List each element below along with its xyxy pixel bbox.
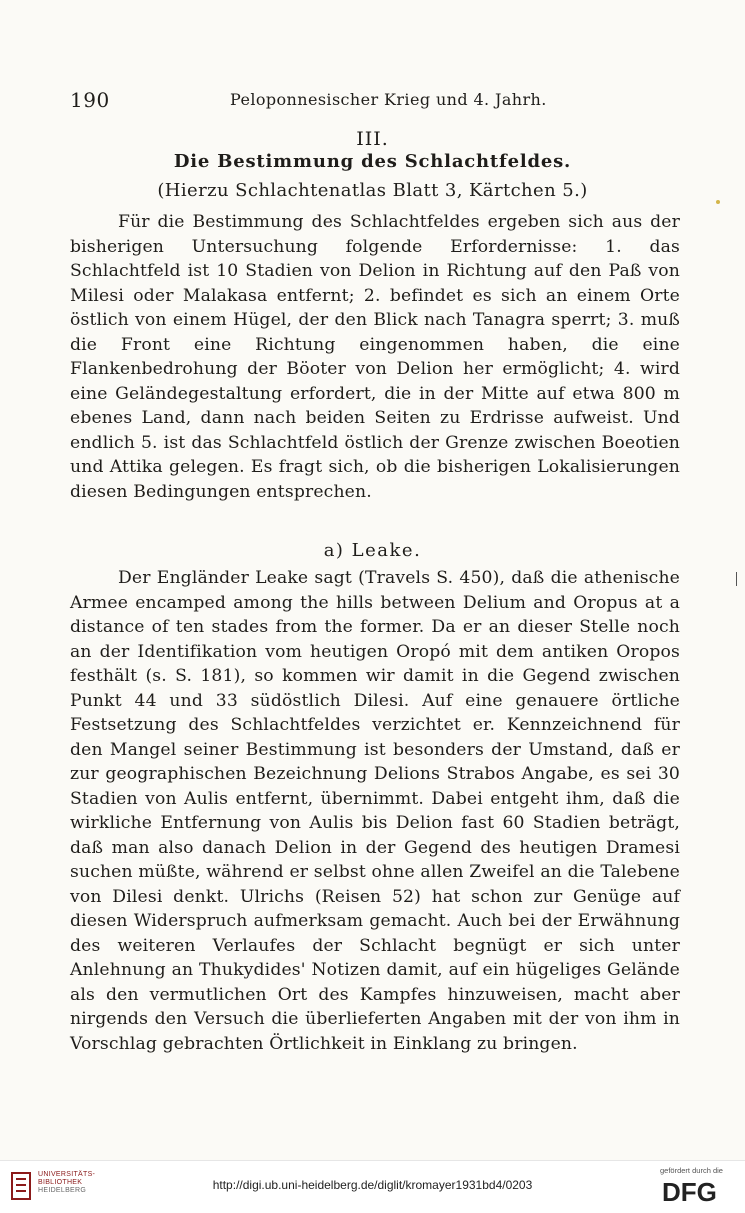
funded-by-label: gefördert durch die [660, 1166, 723, 1175]
paragraph-2: Der Engländer Leake sagt (Travels S. 450), daß die athenische Armee encamped among the hills between Delium and Oropus at a distance of ten stades from the former. Da er an dieser Stelle noch an der Identifikation vom heutigen Oropó mit dem antiken Oropos festhält (s. S. 181), so kommen wir damit in die Gegend zwischen Punkt 44 und 33 südöstlich Dilesi. Auf eine genauere örtliche Festsetzung des Schlachtfeldes verzichtet er. Kennzeichnend für den Mangel seiner Bestimmung ist besonders der Umstand, daß er zur geographischen Bezeichnung Delions Strabos Angabe, es sei 30 Stadien von Aulis entfernt, übernimmt. Dabei entgeht ihm, daß die wirkliche Entfernung von Aulis bis Delion fast 60 Stadien beträgt, daß man also danach Delion in der Gegend des heutigen Dramesi suchen müßte, während er selbst ohne allen Zweifel an die Talebene von Dilesi denkt. Ulrichs (Reisen 52) hat schon zur Genüge auf diesen Widerspruch aufmerksam gemacht. Auch bei der Erwähnung des weiteren Verlaufes der Schlacht begnügt er sich unter Anlehnung an Thukydides' Notizen damit, auf ein hügeliges Gelände als den vermutlichen Ort des Kampfes hinzuweisen, macht aber nirgends den Versuch die überlieferten Angaben mit der von ihm in Vorschlag gebrachten Örtlichkeit in Einklang zu bringen. [70, 568, 680, 1054]
dfg-logo-text: DFG [662, 1177, 717, 1206]
dfg-logo-icon [660, 1176, 736, 1206]
paragraph-1: Für die Bestimmung des Schlachtfeldes ergeben sich aus der bisherigen Untersuchung folgende Erfordernisse: 1. das Schlachtfeld ist 10 Stadien von Delion in Richtung auf den Paß von Milesi oder Malakasa entfernt; 2. befindet es sich an einem Orte östlich von einem Hügel, der den Blick nach Tanagra sperrt; 3. muß die Front eine Richtung eingenommen haben, die eine Flankenbedrohung der Böoter von Delion her ermöglicht; 4. wird eine Geländegestaltung erfordert, die in der Mitte auf etwa 800 m ebenes Land, dann nach beiden Seiten zu Erdrisse aufweist. Und endlich 5. ist das Schlachtfeld östlich der Grenze zwischen Boeotien und Attika gelegen. Es fragt sich, ob die bisherigen Lokalisierungen diesen Bedingungen entsprechen. [70, 212, 680, 502]
permalink-url[interactable]: http://digi.ub.uni-heidelberg.de/diglit/kromayer1931bd4/0203 [212, 1178, 533, 1192]
section-number: III. [356, 128, 389, 150]
margin-tick [736, 572, 737, 586]
section-title: Die Bestimmung des Schlachtfeldes. [173, 151, 572, 172]
section-note: (Hierzu Schlachtenatlas Blatt 3, Kärtchen 5.) [157, 180, 588, 201]
library-name-line1: UNIVERSITÄTS- [38, 1171, 96, 1178]
library-name-line3: HEIDELBERG [38, 1187, 87, 1194]
running-head [70, 88, 682, 114]
page-number: 190 [70, 88, 110, 112]
digitization-footer [0, 1160, 745, 1213]
running-title: Peloponnesischer Krieg und 4. Jahrh. [230, 90, 547, 109]
library-name-line2: BIBLIOTHEK [38, 1179, 83, 1186]
margin-dot [716, 200, 720, 204]
subheading-leake: a) Leake. [323, 540, 422, 561]
